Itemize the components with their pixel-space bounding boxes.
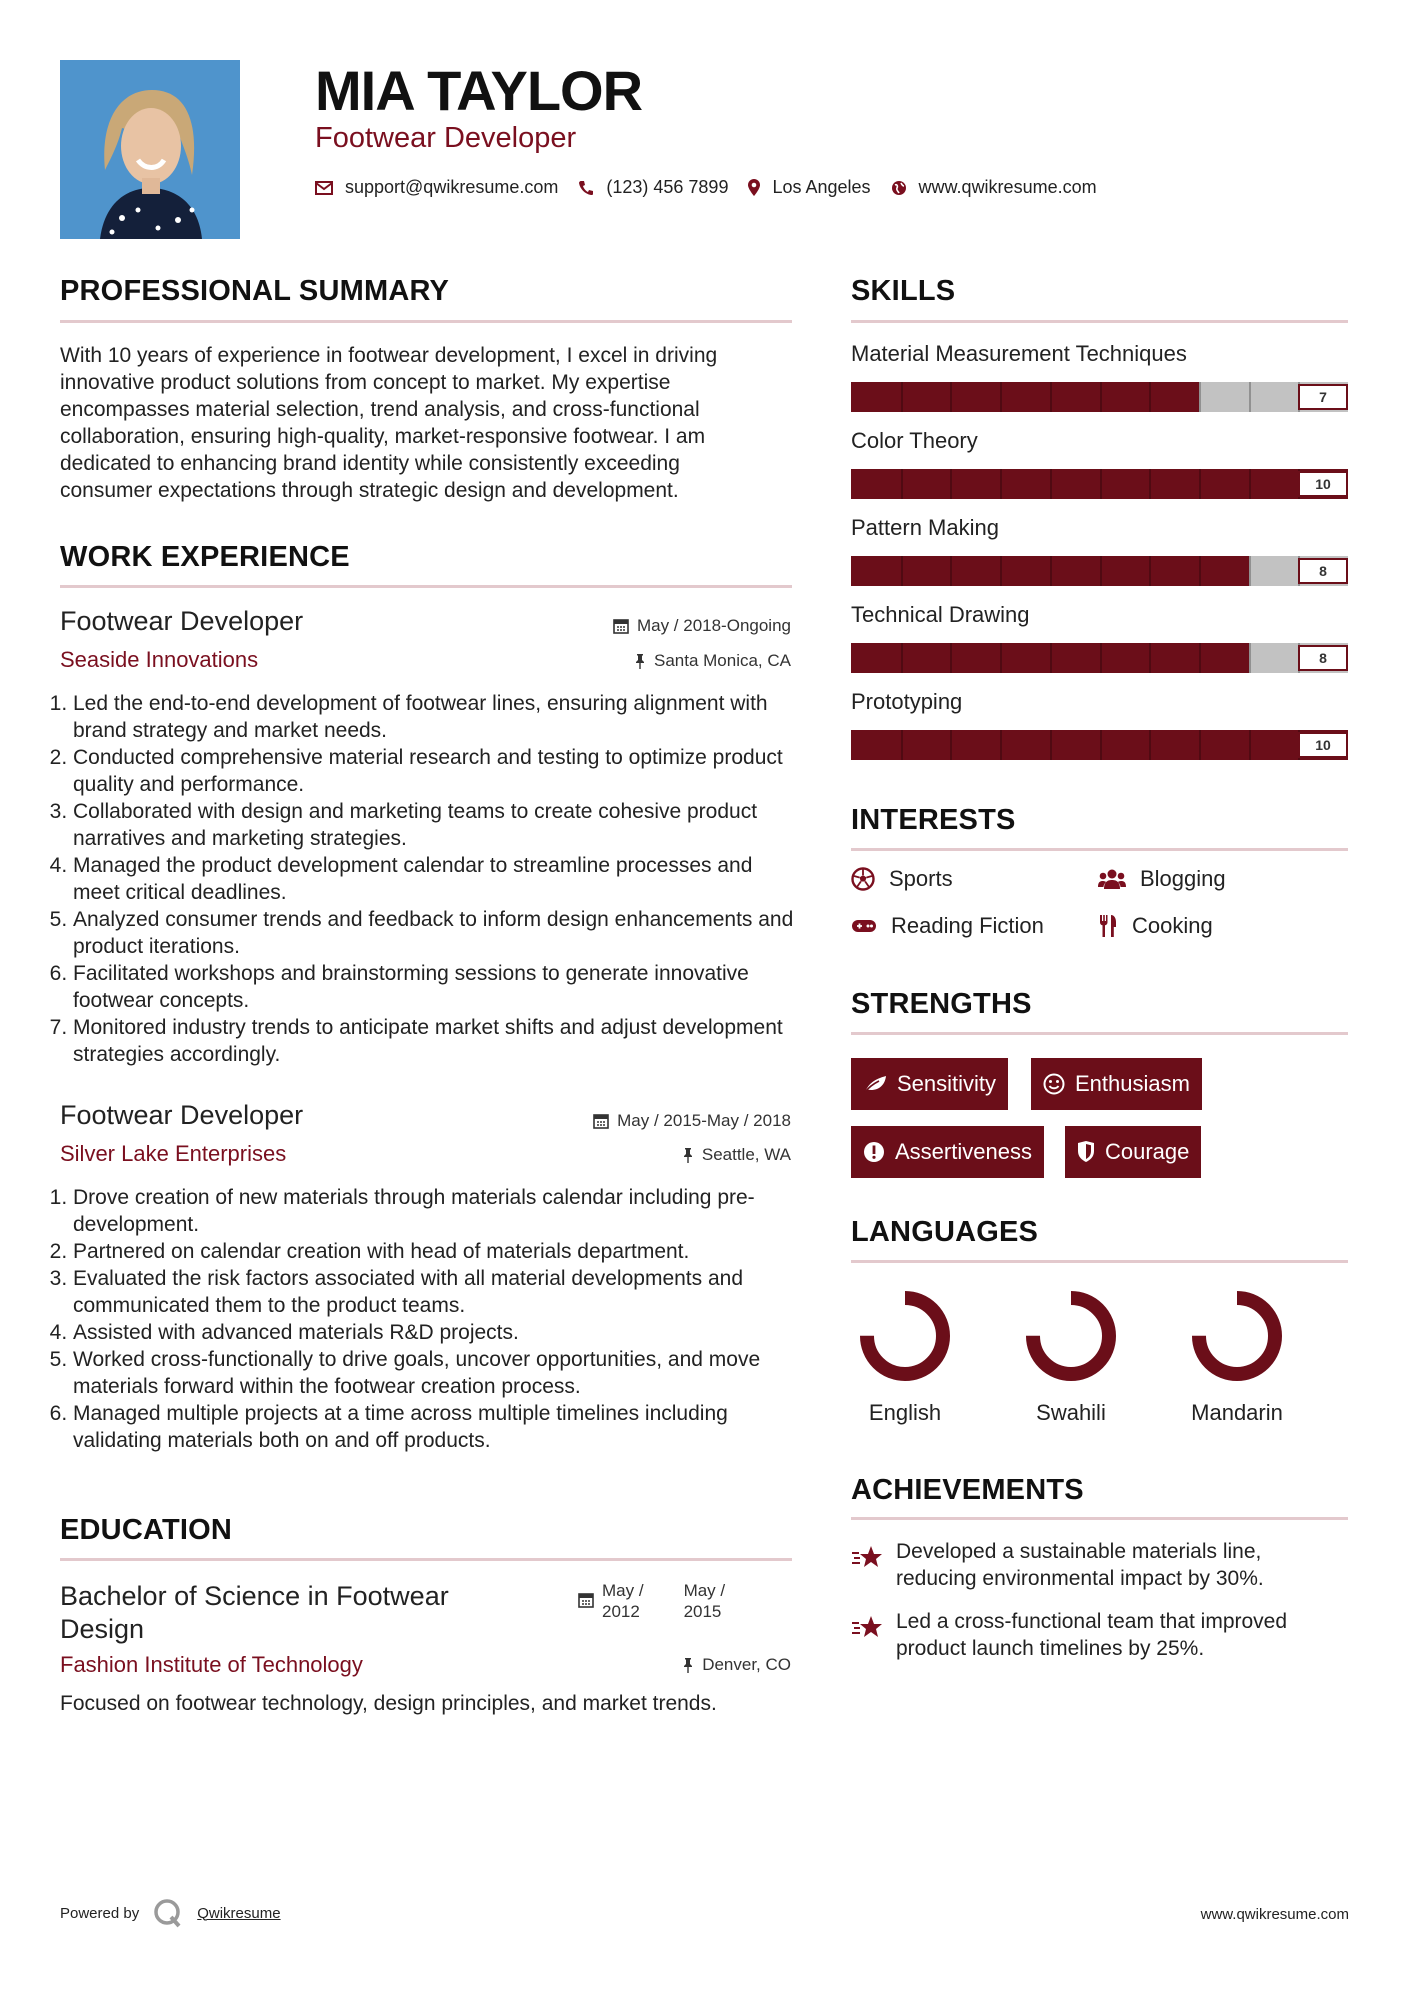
- languages-heading: LANGUAGES: [851, 1216, 1039, 1248]
- candidate-role: Footwear Developer: [315, 122, 577, 154]
- interests-heading: INTERESTS: [851, 804, 1016, 836]
- skill-level-value: 7: [1298, 384, 1348, 410]
- degree-line: Design: [60, 1614, 145, 1644]
- contact-phone-text: (123) 456 7899: [606, 177, 729, 197]
- pushpin-icon: [682, 1657, 694, 1673]
- interest-sports: [851, 866, 953, 892]
- education-location: [682, 1655, 791, 1675]
- skill-segment-divider: [1100, 556, 1102, 586]
- qwikresume-logo-icon: [153, 1898, 183, 1928]
- strength-badge: [1065, 1126, 1201, 1178]
- skill-segment-divider: [1050, 469, 1052, 499]
- end-year: 2015: [683, 1602, 722, 1621]
- list-item: 4. Managed the product development calendar to streamline processes and meet critical deadlines.: [73, 852, 800, 906]
- powered-by-text: Powered by: [60, 1904, 140, 1922]
- skill-level-value: 10: [1298, 471, 1348, 497]
- skill-segment-divider: [1100, 730, 1102, 760]
- summary-line: encompasses material selection, trend analysis, and cross-functional: [60, 398, 700, 421]
- skill-bar: [851, 382, 1348, 412]
- skill-segment-divider: [950, 556, 952, 586]
- contact-phone[interactable]: [578, 177, 728, 198]
- job-bullets: [55, 690, 800, 1068]
- interest-label: Reading Fiction: [891, 913, 1044, 938]
- skill-bar: [851, 643, 1348, 673]
- list-item: 6. Managed multiple projects at a time across multiple timelines including validating materials both on and off products.: [73, 1400, 800, 1454]
- skill-segment-divider: [950, 382, 952, 412]
- skill-segment-divider: [1050, 643, 1052, 673]
- language-level-arc: [1199, 1298, 1275, 1374]
- list-item: 6. Facilitated workshops and brainstorming sessions to generate innovative footwear concepts.: [73, 960, 800, 1014]
- summary-heading: PROFESSIONAL SUMMARY: [60, 275, 450, 307]
- school-name: Fashion Institute of Technology: [60, 1652, 363, 1677]
- contact-website-text: www.qwikresume.com: [918, 177, 1097, 197]
- skill-level-value: 10: [1298, 732, 1348, 758]
- summary-line: innovative product solutions from concept to market. My expertise: [60, 371, 671, 394]
- skill-segment-divider: [901, 469, 903, 499]
- skill-segment-divider: [901, 382, 903, 412]
- skill-segment-divider: [1000, 556, 1002, 586]
- summary-rule: [60, 320, 792, 323]
- job-title: Footwear Developer: [60, 1100, 304, 1130]
- skill-segment-divider: [1249, 469, 1251, 499]
- footer-website[interactable]: www.qwikresume.com: [1200, 1906, 1349, 1923]
- achievement-line: Led a cross-functional team that improved: [896, 1610, 1288, 1633]
- skill-segment-divider: [1100, 643, 1102, 673]
- job-location: [634, 651, 791, 671]
- pushpin-icon: [634, 653, 646, 669]
- interest-reading-fiction: [851, 913, 1044, 939]
- job-location-text: Santa Monica, CA: [653, 651, 791, 670]
- achievement-line: reducing environmental impact by 30%.: [896, 1567, 1264, 1590]
- list-item: 3. Collaborated with design and marketing teams to create cohesive product narratives and marketing strategies.: [73, 798, 800, 852]
- language-ring: [855, 1286, 955, 1386]
- skill-bar: [851, 556, 1348, 586]
- start-year: 2012: [602, 1602, 640, 1621]
- skill-name: Color Theory: [851, 428, 978, 453]
- language-name: Swahili: [1036, 1400, 1106, 1425]
- skill-segment-divider: [950, 469, 952, 499]
- contact-location: [748, 177, 870, 198]
- skill-segment-divider: [1000, 382, 1002, 412]
- strength-label: Enthusiasm: [1075, 1071, 1190, 1096]
- achievement-item: [896, 1608, 1356, 1662]
- language-name: Mandarin: [1191, 1400, 1283, 1425]
- strength-label: Sensitivity: [897, 1071, 997, 1096]
- skill-bar: [851, 730, 1348, 760]
- degree-title: [60, 1580, 580, 1646]
- strength-badge: [851, 1058, 1008, 1110]
- summary-text: [60, 342, 800, 504]
- skill-bar: [851, 469, 1348, 499]
- achievements-rule: [851, 1517, 1348, 1520]
- job-title: Footwear Developer: [60, 606, 304, 636]
- list-item: 2. Conducted comprehensive material research and testing to optimize product quality and performance.: [73, 744, 800, 798]
- skill-name: Pattern Making: [851, 515, 999, 540]
- strengths-rule: [851, 1032, 1348, 1035]
- shooting-star-icon: [851, 1614, 883, 1645]
- education-end: [684, 1580, 726, 1622]
- skill-segment-divider: [1249, 730, 1251, 760]
- contact-email[interactable]: [315, 177, 558, 198]
- degree-line: Bachelor of Science in Footwear: [60, 1581, 449, 1611]
- skill-name: Material Measurement Techniques: [851, 341, 1187, 366]
- experience-rule: [60, 585, 792, 588]
- skill-segment-divider: [1199, 643, 1201, 673]
- skills-rule: [851, 320, 1348, 323]
- skill-segment-divider: [1249, 556, 1251, 586]
- interest-label: Sports: [889, 866, 953, 891]
- job-dates-text: May / 2015-May / 2018: [617, 1111, 791, 1130]
- strength-badge: [851, 1126, 1044, 1178]
- strength-label: Assertiveness: [895, 1139, 1032, 1164]
- list-item: 2. Partnered on calendar creation with head of materials department.: [73, 1238, 800, 1265]
- list-item: 3. Evaluated the risk factors associated with all material developments and communicated them to the product teams.: [73, 1265, 800, 1319]
- start-month: May /: [602, 1581, 644, 1600]
- calendar-icon: [593, 1113, 609, 1129]
- skill-segment-divider: [1199, 469, 1201, 499]
- skill-segment-divider: [1249, 643, 1251, 673]
- language-level-arc: [867, 1298, 943, 1374]
- skill-segment-divider: [1199, 730, 1201, 760]
- skill-segment-divider: [1149, 469, 1151, 499]
- language-ring: [1021, 1286, 1121, 1386]
- footer-powered-by: [60, 1898, 281, 1928]
- languages-rule: [851, 1260, 1348, 1263]
- soccer-ball-icon: [851, 867, 875, 891]
- summary-line: collaboration, ensuring high-quality, market-responsive footwear. I am: [60, 425, 706, 448]
- education-rule: [60, 1558, 792, 1561]
- skill-segment-divider: [1149, 556, 1151, 586]
- skill-segment-divider: [1199, 556, 1201, 586]
- language-item: [1006, 1286, 1136, 1426]
- candidate-name: MIA TAYLOR: [315, 59, 643, 122]
- calendar-icon: [578, 1592, 594, 1608]
- list-item: 5. Worked cross-functionally to drive goals, uncover opportunities, and move materials forward within the footwear creation process.: [73, 1346, 800, 1400]
- job-location-text: Seattle, WA: [701, 1145, 791, 1164]
- skill-level-value: 8: [1298, 645, 1348, 671]
- skill-segment-divider: [950, 730, 952, 760]
- end-month: May /: [683, 1581, 726, 1600]
- skill-segment-divider: [1000, 643, 1002, 673]
- skill-segment-divider: [1199, 382, 1201, 412]
- job-dates: [593, 1111, 791, 1131]
- education-start: [602, 1580, 644, 1622]
- skill-segment-divider: [1100, 382, 1102, 412]
- job-dates-text: May / 2018-Ongoing: [636, 616, 791, 635]
- contact-email-text: support@qwikresume.com: [345, 177, 559, 197]
- utensils-icon: [1098, 914, 1118, 938]
- qwikresume-link[interactable]: Qwikresume: [197, 1904, 281, 1922]
- profile-photo: [60, 60, 240, 239]
- interest-label: Cooking: [1132, 913, 1213, 938]
- smile-icon: [1043, 1073, 1065, 1095]
- summary-line: consumer expectations through strategic design and development.: [60, 479, 679, 502]
- leaf-icon: [863, 1075, 887, 1093]
- education-heading: EDUCATION: [60, 1514, 233, 1546]
- exclamation-icon: [863, 1141, 885, 1163]
- contact-website[interactable]: [891, 177, 1097, 198]
- skill-name: Technical Drawing: [851, 602, 1030, 627]
- job-company: Silver Lake Enterprises: [60, 1141, 287, 1166]
- skill-segment-divider: [1050, 382, 1052, 412]
- calendar-icon: [613, 618, 629, 634]
- skill-segment-divider: [1050, 556, 1052, 586]
- interest-label: Blogging: [1140, 866, 1226, 891]
- interests-rule: [851, 848, 1348, 851]
- language-name: English: [868, 1400, 942, 1425]
- skill-segment-divider: [1000, 730, 1002, 760]
- skill-segment-divider: [1149, 730, 1151, 760]
- skill-segment-divider: [1050, 730, 1052, 760]
- list-item: 1. Led the end-to-end development of footwear lines, ensuring alignment with brand strategy and market needs.: [73, 690, 800, 744]
- strength-badge: [1031, 1058, 1202, 1110]
- language-item: [840, 1286, 970, 1426]
- list-item: 4. Assisted with advanced materials R&D projects.: [73, 1319, 800, 1346]
- skill-segment-divider: [901, 643, 903, 673]
- achievement-line: product launch timelines by 25%.: [896, 1637, 1205, 1660]
- strength-label: Courage: [1105, 1139, 1190, 1164]
- contact-bar: [315, 177, 1117, 198]
- job-location: [682, 1145, 791, 1165]
- summary-line: dedicated to enhancing brand identity while consistently exceeding: [60, 452, 680, 475]
- shooting-star-icon: [851, 1544, 883, 1575]
- skills-heading: SKILLS: [851, 275, 956, 307]
- gamepad-icon: [851, 918, 877, 934]
- list-item: 5. Analyzed consumer trends and feedback to inform design enhancements and product iterations.: [73, 906, 800, 960]
- job-dates: [613, 616, 791, 636]
- skill-segment-divider: [950, 643, 952, 673]
- interest-blogging: [1098, 866, 1226, 892]
- education-dates: [578, 1580, 725, 1622]
- language-item: [1172, 1286, 1302, 1426]
- list-item: 1. Drove creation of new materials through materials calendar including pre-development.: [73, 1184, 800, 1238]
- achievement-item: [896, 1538, 1356, 1592]
- skill-segment-divider: [1000, 469, 1002, 499]
- education-description: Focused on footwear technology, design principles, and market trends.: [60, 1692, 717, 1715]
- globe-icon: [891, 180, 907, 196]
- list-item: 7. Monitored industry trends to anticipate market shifts and adjust development strategies accordingly.: [73, 1014, 800, 1068]
- achievements-heading: ACHIEVEMENTS: [851, 1474, 1084, 1506]
- interest-cooking: [1098, 913, 1213, 939]
- experience-heading: WORK EXPERIENCE: [60, 541, 350, 573]
- job-bullets: [55, 1184, 800, 1454]
- shield-icon: [1077, 1141, 1095, 1163]
- strengths-heading: STRENGTHS: [851, 988, 1032, 1020]
- skill-segment-divider: [1149, 643, 1151, 673]
- language-ring: [1187, 1286, 1287, 1386]
- skill-segment-divider: [901, 556, 903, 586]
- education-location-text: Denver, CO: [702, 1655, 791, 1674]
- skill-segment-divider: [1149, 382, 1151, 412]
- language-level-arc: [1033, 1298, 1109, 1374]
- phone-icon: [578, 180, 594, 196]
- skill-segment-divider: [1249, 382, 1251, 412]
- job-company: Seaside Innovations: [60, 647, 259, 672]
- envelope-icon: [315, 181, 333, 195]
- skill-segment-divider: [1100, 469, 1102, 499]
- skill-segment-divider: [901, 730, 903, 760]
- skill-name: Prototyping: [851, 689, 963, 714]
- users-icon: [1098, 868, 1126, 890]
- summary-line: With 10 years of experience in footwear development, I excel in driving: [60, 344, 718, 367]
- pushpin-icon: [682, 1147, 694, 1163]
- skill-level-value: 8: [1298, 558, 1348, 584]
- map-pin-icon: [748, 179, 760, 196]
- achievement-line: Developed a sustainable materials line,: [896, 1540, 1262, 1563]
- contact-location-text: Los Angeles: [772, 177, 871, 197]
- skill-level-fill: [851, 382, 1199, 412]
